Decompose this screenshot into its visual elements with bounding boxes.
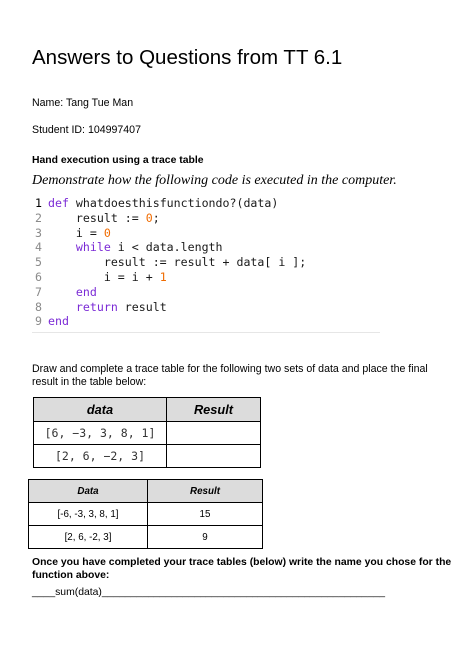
line-number: 6	[35, 269, 42, 284]
code-token: def	[48, 196, 69, 210]
code-token: 0	[145, 210, 153, 225]
section-heading: Hand execution using a trace table	[32, 155, 204, 166]
line-number: 3	[35, 225, 42, 240]
code-line	[32, 300, 380, 315]
line-number: 2	[35, 210, 42, 225]
code-token: i =	[48, 225, 104, 240]
table2-cell-result: 15	[148, 503, 263, 526]
function-name-answer: ____sum(data)_________________________________________________	[32, 587, 386, 598]
code-token: while	[75, 240, 111, 255]
code-line	[32, 255, 380, 270]
code-token: 0	[103, 225, 111, 240]
line-number: 5	[35, 255, 42, 270]
code-token: whatdoesthisfunctiondo?(data)	[68, 196, 279, 210]
code-line	[32, 270, 380, 285]
table-row	[34, 445, 261, 468]
table1-header-data: data	[34, 398, 167, 422]
table1-cell-data: [6, −3, 3, 8, 1]	[34, 422, 167, 445]
code-token	[48, 300, 76, 315]
trace-table-filled	[28, 479, 263, 549]
table1-cell-data: [2, 6, −2, 3]	[34, 445, 167, 468]
code-line	[32, 211, 380, 226]
line-number: 8	[35, 299, 42, 314]
code-line	[32, 196, 380, 211]
line-number: 1	[35, 196, 42, 210]
code-token	[48, 240, 76, 255]
student-id: Student ID: 104997407	[32, 124, 141, 136]
code-token: result :=	[48, 210, 146, 225]
table2-cell-data: [2, 6, -2, 3]	[29, 526, 148, 549]
code-token: return	[75, 299, 118, 314]
code-token: result := result + data[ i ];	[48, 255, 307, 270]
table2-header-result: Result	[148, 480, 263, 503]
student-name: Name: Tang Tue Man	[32, 97, 134, 109]
table1-header-result: Result	[167, 398, 261, 422]
code-line	[32, 226, 380, 241]
line-number: 7	[35, 284, 42, 299]
trace-table-unfilled	[33, 397, 261, 468]
table-row	[34, 422, 261, 445]
code-token: result	[117, 299, 167, 314]
instruction-text: Demonstrate how the following code is executed in the computer.	[32, 173, 397, 188]
code-block	[32, 196, 380, 333]
table-row	[29, 526, 263, 549]
code-line	[32, 285, 380, 300]
table-row	[29, 503, 263, 526]
task-text: Draw and complete a trace table for the following two sets of data and place the final result in the table below:	[32, 363, 428, 388]
line-number: 4	[35, 240, 42, 255]
code-token	[48, 285, 76, 300]
page-title: Answers to Questions from TT 6.1	[32, 46, 343, 69]
code-line	[32, 240, 380, 255]
code-token: i = i +	[48, 269, 160, 284]
code-line	[32, 314, 380, 329]
code-token: ;	[152, 210, 160, 225]
table2-cell-result: 9	[148, 526, 263, 549]
table1-cell-result	[167, 422, 261, 445]
followup-question: Once you have completed your trace tables (below) write the name you chose for the function above:	[32, 557, 452, 581]
line-number: 9	[35, 314, 42, 329]
table1-cell-result	[167, 445, 261, 468]
code-token: end	[48, 314, 69, 329]
table2-cell-data: [-6, -3, 3, 8, 1]	[29, 503, 148, 526]
code-token: end	[75, 284, 97, 299]
code-token: i < data.length	[110, 240, 223, 255]
table2-header-data: Data	[29, 480, 148, 503]
code-token: 1	[159, 269, 167, 284]
